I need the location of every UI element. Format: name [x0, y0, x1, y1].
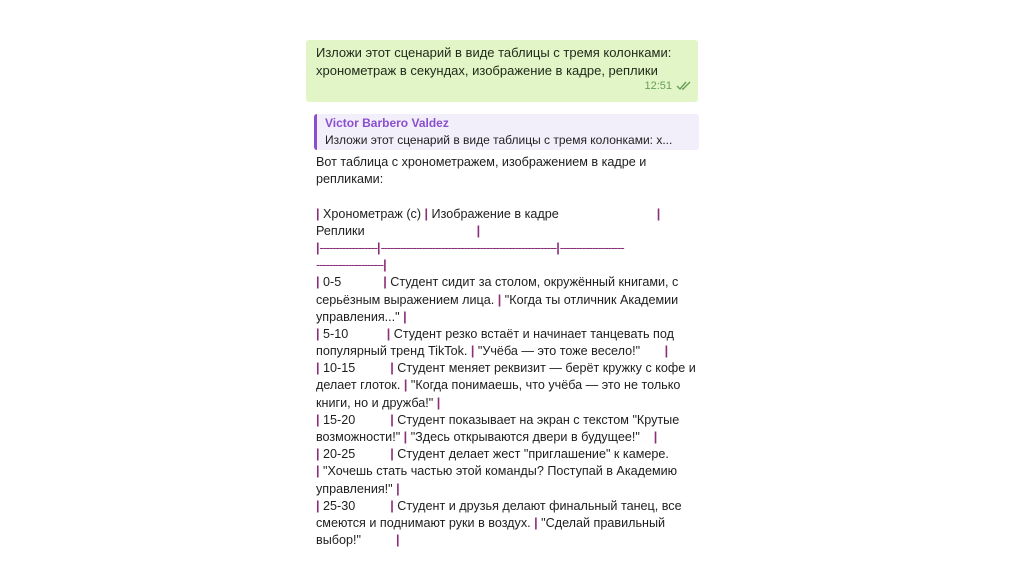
message-line: серьёзным выражением лица. | "Когда ты отличник Академии [316, 292, 679, 307]
message-line: книги, но и дружба!" | [316, 395, 441, 410]
message-line: | 0-5 | Студент сидит за столом, окружённый книгами, с [316, 275, 679, 290]
message-line: | 25-30 | Студент и друзья делают финальный танец, все [316, 498, 682, 513]
double-check-icon [676, 81, 692, 91]
reply-quote[interactable] [314, 114, 699, 150]
incoming-message-text [316, 154, 700, 549]
message-line: делает глоток. | "Когда понимаешь, что учёба — это не только [316, 378, 681, 393]
message-line: |------------------|-------------------------------------------------------|-------------------- [316, 240, 624, 255]
message-line: популярный тренд TikTok. | "Учёба — это тоже весело!" | [316, 344, 669, 359]
message-line: | Хронометраж (с) | Изображение в кадре | [316, 206, 661, 221]
message-line: смеются и поднимают руки в воздух. | "Сделай правильный [316, 515, 666, 530]
outgoing-message[interactable] [306, 40, 698, 102]
message-line: | "Хочешь стать частью этой команды? Поступай в Академию [316, 464, 678, 479]
message-line: Реплики | [316, 223, 481, 238]
message-line: репликами: [316, 172, 384, 187]
message-meta [644, 80, 692, 92]
outgoing-message-text: Изложи этот сценарий в виде таблицы с тремя колонками: хронометраж в секундах, изображение в кадре, реплики [316, 45, 672, 78]
message-line: Вот таблица с хронометражем, изображением в кадре и [316, 155, 647, 169]
message-line: управления..." | [316, 309, 407, 324]
message-line: выбор!" | [316, 533, 400, 548]
reply-author: Victor Barbero Valdez [325, 116, 449, 130]
message-line: ---------------------| [316, 258, 387, 273]
message-line: управления!" | [316, 481, 400, 496]
message-line: | 5-10 | Студент резко встаёт и начинает танцевать под [316, 326, 674, 341]
message-line: | 15-20 | Студент показывает на экран с текстом "Крутые [316, 412, 680, 427]
message-line: | 20-25 | Студент делает жест "приглашение" к камере. [316, 447, 669, 462]
chat-area [306, 40, 698, 548]
message-line: возможности!" | "Здесь открываются двери в будущее!" | [316, 430, 658, 444]
blank-line [316, 188, 700, 205]
incoming-message[interactable] [306, 104, 698, 580]
message-line: | 10-15 | Студент меняет реквизит — берёт кружку с кофе и [316, 361, 696, 376]
message-time: 12:51 [644, 80, 672, 92]
reply-snippet: Изложи этот сценарий в виде таблицы с тремя колонками: х... [325, 133, 673, 147]
